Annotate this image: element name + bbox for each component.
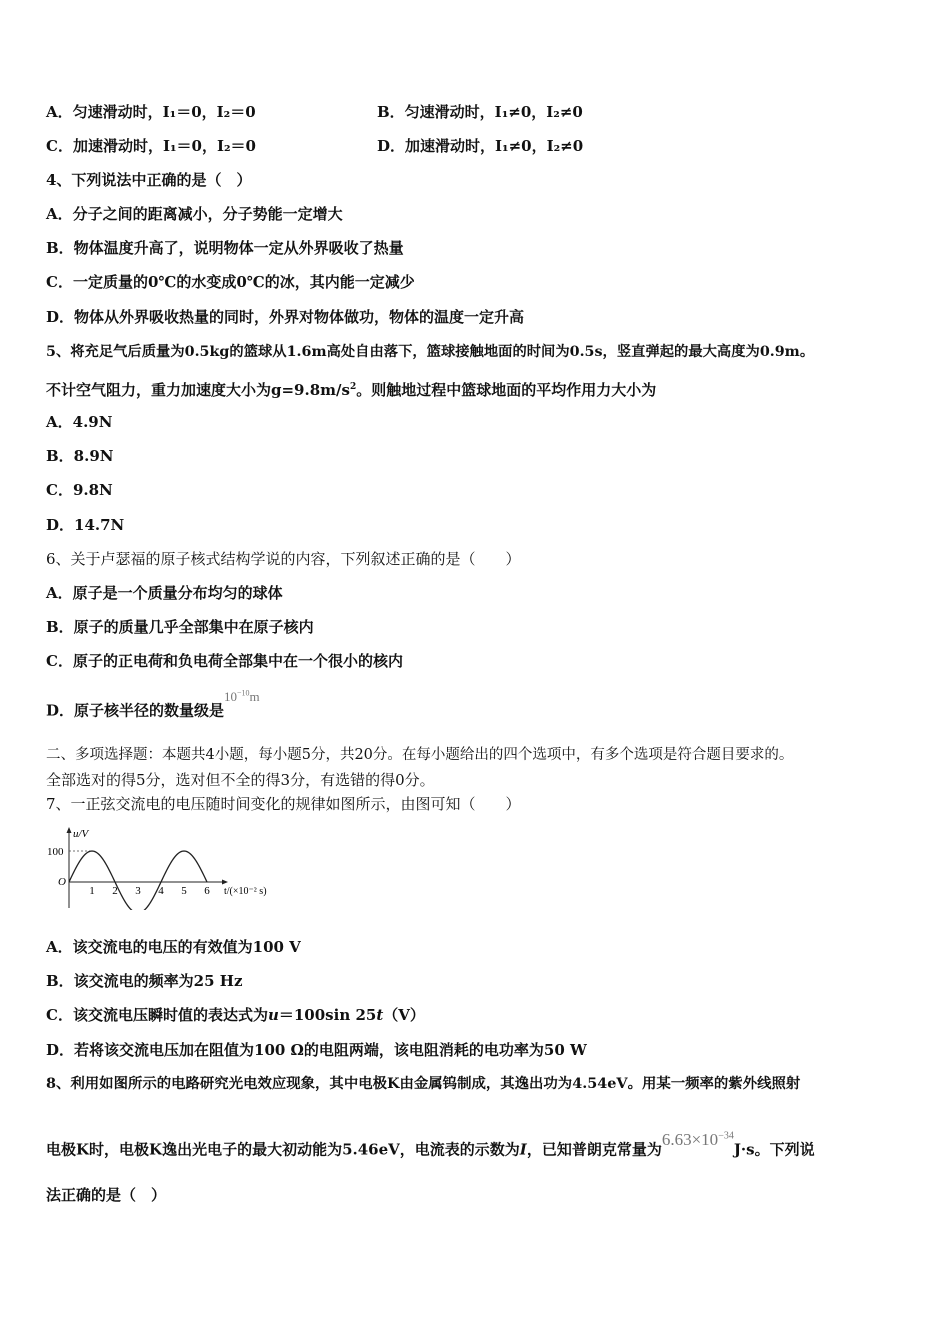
q6-option-a: A．原子是一个质量分布均匀的球体 bbox=[46, 584, 283, 602]
q6-option-c: C．原子的正电荷和负电荷全部集中在一个很小的核内 bbox=[46, 652, 403, 670]
q4-option-d: D．物体从外界吸收热量的同时，外界对物体做功，物体的温度一定升高 bbox=[46, 308, 525, 326]
q4-option-b: B．物体温度升高了，说明物体一定从外界吸收了热量 bbox=[46, 239, 404, 257]
q7-stem: 7、一正弦交流电的电压随时间变化的规律如图所示，由图可知（ ） bbox=[46, 795, 521, 813]
series-line bbox=[69, 851, 207, 910]
q6-formula: $10^{-10}m$ bbox=[224, 689, 260, 705]
q5-option-c: C．9.8N bbox=[46, 481, 113, 499]
q7-option-d: D．若将该交流电压加在阻值为100 Ω的电阻两端，该电阻消耗的电功率为50 W bbox=[46, 1041, 587, 1059]
origin-label: O bbox=[58, 876, 66, 888]
x-ticks bbox=[89, 885, 210, 897]
q7-option-a: A．该交流电的电压的有效值为100 V bbox=[46, 938, 301, 956]
q7-option-c: C．该交流电压瞬时值的表达式为u＝100sin 25t（V） bbox=[46, 1006, 425, 1024]
q5-stem-line1: 5、将充足气后质量为0.5kg的篮球从1.6m高处自由落下，篮球接触地面的时间为0.5s，竖直弹起的最大高度为0.9m。 bbox=[46, 344, 815, 360]
x-tick-label: 2 bbox=[112, 885, 118, 897]
q6-option-d: D．原子核半径的数量级是$10^{-10}m$ bbox=[46, 689, 260, 720]
x-tick-label: 6 bbox=[204, 885, 210, 897]
q5-option-d: D．14.7N bbox=[46, 516, 125, 534]
q6-option-b: B．原子的质量几乎全部集中在原子核内 bbox=[46, 618, 314, 636]
x-tick-label: 4 bbox=[158, 885, 164, 897]
chart-svg bbox=[44, 824, 294, 910]
q8-line1: 8、利用如图所示的电路研究光电效应现象，其中电极K由金属钨制成，其逸出功为4.54eV。用某一频率的紫外线照射 bbox=[46, 1075, 801, 1092]
q4-option-a: A．分子之间的距离减小，分子势能一定增大 bbox=[46, 205, 343, 223]
q3-option-d: D．加速滑动时，I₁≠0，I₂≠0 bbox=[377, 137, 584, 155]
y-tick-label: 100 bbox=[47, 846, 64, 858]
planck-constant-formula: $6.63\times 10^{-34}$ bbox=[661, 1129, 734, 1149]
q4-option-c: C．一定质量的0℃的水变成0℃的冰，其内能一定减少 bbox=[46, 273, 415, 291]
x-axis-label: t/(×10⁻² s) bbox=[224, 886, 267, 897]
q5-option-b: B．8.9N bbox=[46, 447, 114, 465]
q7-option-b: B．该交流电的频率为25 Hz bbox=[46, 972, 243, 990]
q3-option-b: B．匀速滑动时，I₁≠0，I₂≠0 bbox=[377, 103, 583, 121]
x-axis-arrow bbox=[222, 880, 228, 885]
q3-option-a: A．匀速滑动时，I₁＝0，I₂＝0 bbox=[46, 103, 256, 121]
section2-line1: 二、多项选择题：本题共4小题，每小题5分，共20分。在每小题给出的四个选项中，有多个选项是符合题目要求的。 bbox=[46, 747, 794, 763]
x-tick-label: 5 bbox=[181, 885, 187, 897]
q6-stem: 6、关于卢瑟福的原子核式结构学说的内容，下列叙述正确的是（ ） bbox=[46, 550, 521, 568]
y-axis-label: u/V bbox=[73, 828, 89, 840]
q5-stem-line2: 不计空气阻力，重力加速度大小为$g=9.8m/s^2$。则触地过程中篮球地面的平均作用力大小为 bbox=[46, 381, 657, 399]
q4-stem: 4、下列说法中正确的是（ ） bbox=[46, 171, 252, 189]
section2-line2: 全部选对的得5分，选对但不全的得3分，有选错的得0分。 bbox=[46, 771, 435, 789]
q8-line3: 法正确的是（ ） bbox=[46, 1186, 167, 1204]
q8-line2: 电极K时，电极K逸出光电子的最大初动能为5.46eV，电流表的示数为I，已知普朗克常量为$6.63\times 10^{-34}J\cdot s$。下列说 bbox=[46, 1129, 815, 1159]
x-tick-label: 1 bbox=[89, 885, 95, 897]
y-axis-arrow bbox=[67, 827, 72, 833]
q3-option-c: C．加速滑动时，I₁＝0，I₂＝0 bbox=[46, 137, 256, 155]
x-tick-label: 3 bbox=[135, 885, 141, 897]
sine-voltage-chart bbox=[44, 824, 294, 914]
q5-option-a: A．4.9N bbox=[46, 413, 113, 431]
